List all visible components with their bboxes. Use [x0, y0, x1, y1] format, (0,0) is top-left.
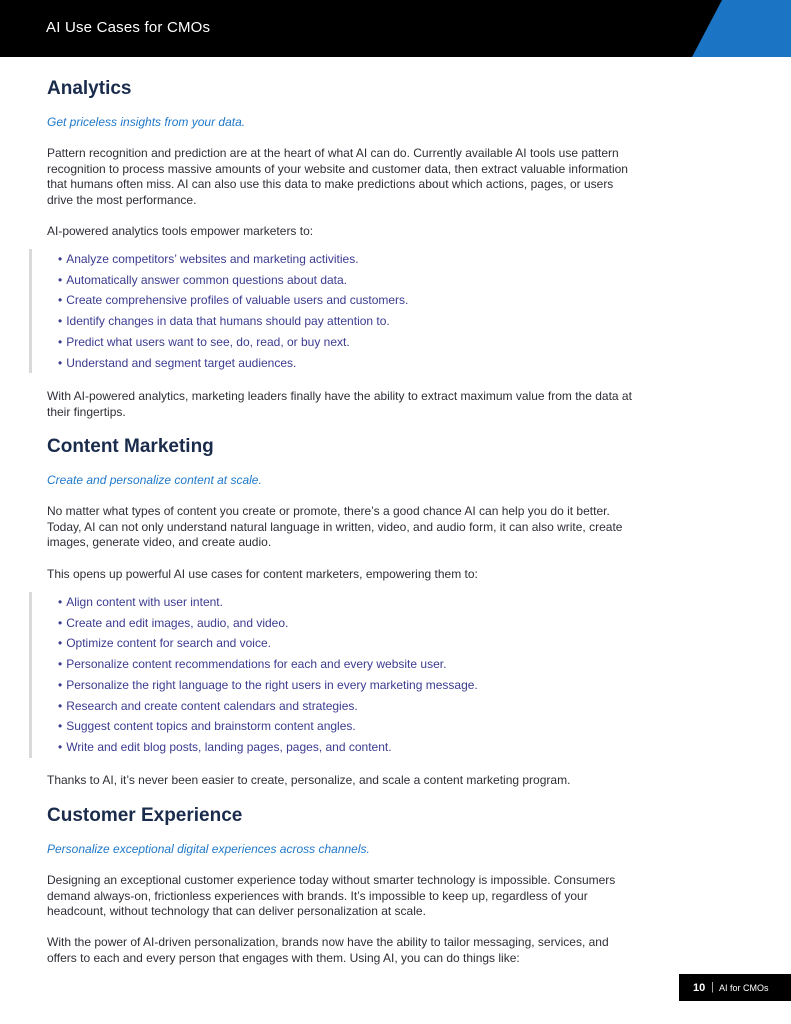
list-item: • Create comprehensive profiles of valuable users and customers.	[58, 290, 408, 311]
list-item: • Personalize content recommendations for each and every website user.	[58, 654, 478, 675]
list-item: • Suggest content topics and brainstorm content angles.	[58, 716, 478, 737]
header-title: AI Use Cases for CMOs	[46, 19, 211, 36]
header-accent	[692, 0, 791, 57]
section-subtitle-analytics: Get priceless insights from your data.	[47, 115, 246, 129]
section-heading-analytics: Analytics	[47, 78, 132, 99]
list-item: • Research and create content calendars and strategies.	[58, 696, 478, 717]
section-closing-analytics: With AI-powered analytics, marketing leaders finally have the ability to extract maximum value from the data at their fingertips.	[47, 389, 632, 419]
list-item: • Predict what users want to see, do, read, or buy next.	[58, 332, 408, 353]
section-heading-content-marketing: Content Marketing	[47, 436, 214, 457]
list-item: • Create and edit images, audio, and video.	[58, 613, 478, 634]
list-item: • Write and edit blog posts, landing pages, pages, and content.	[58, 737, 478, 758]
list-item: • Optimize content for search and voice.	[58, 633, 478, 654]
list-item: • Analyze competitors’ websites and marketing activities.	[58, 249, 408, 270]
section-intro-analytics: Pattern recognition and prediction are at the heart of what AI can do. Currently available AI tools use pattern recognition to process massive amounts of your website and customer data, then extract valuable information that humans often miss. AI can also use this data to make predictions about which actions, pages, or users drive the most performance.	[47, 146, 628, 207]
section-intro-customer-experience: Designing an exceptional customer experience today without smarter technology is impossible. Consumers demand always-on, frictionless experiences with brands. It’s impossible to keep up, regardless of your headcount, without technology that can deliver personalization at scale.	[47, 873, 616, 919]
section-lead-content-marketing: This opens up powerful AI use cases for content marketers, empowering them to:	[47, 567, 478, 581]
section-intro-content-marketing: No matter what types of content you create or promote, there’s a good chance AI can help you do it better. Today, AI can not only understand natural language in written, video, and audio form, it can also write, create images, generate video, and create audio.	[47, 504, 623, 550]
list-item: • Personalize the right language to the right users in every marketing message.	[58, 675, 478, 696]
section-lead-analytics: AI-powered analytics tools empower marketers to:	[47, 224, 314, 238]
page-number: 10	[693, 982, 706, 994]
section-lead-customer-experience: With the power of AI-driven personalization, brands now have the ability to tailor messaging, services, and offers to each and every person that engages with them. Using AI, you can do things like:	[47, 935, 609, 965]
bullet-list-content-marketing	[29, 592, 478, 758]
list-item: • Align content with user intent.	[58, 592, 478, 613]
list-item: • Understand and segment target audiences.	[58, 353, 408, 374]
section-subtitle-customer-experience: Personalize exceptional digital experiences across channels.	[47, 842, 370, 856]
list-item: • Automatically answer common questions about data.	[58, 270, 408, 291]
section-heading-customer-experience: Customer Experience	[47, 805, 243, 826]
page-footer	[679, 974, 791, 1001]
footer-separator: |	[711, 981, 714, 993]
bullet-list-analytics	[29, 249, 408, 373]
list-item: • Identify changes in data that humans should pay attention to.	[58, 311, 408, 332]
footer-label: AI for CMOs	[719, 983, 769, 993]
section-subtitle-content-marketing: Create and personalize content at scale.	[47, 473, 262, 487]
section-closing-content-marketing: Thanks to AI, it’s never been easier to create, personalize, and scale a content marketing program.	[47, 773, 571, 787]
header-bar	[0, 0, 791, 57]
